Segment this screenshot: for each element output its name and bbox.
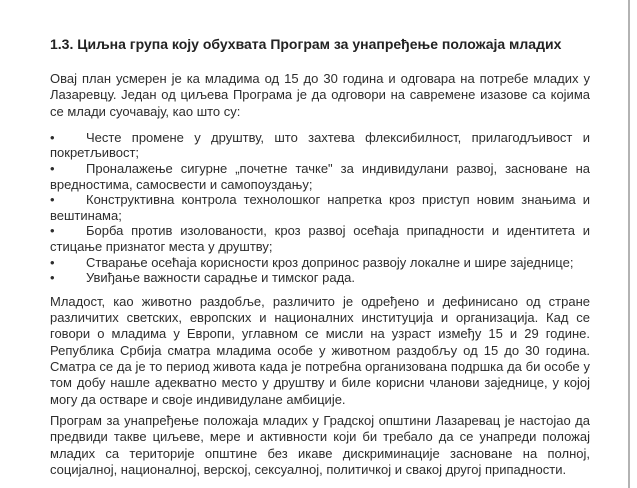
- list-item-text: Борба против изолованости, кроз развој осећаја припадности и идентитета и стицање признатог места у друштву;: [50, 223, 590, 255]
- list-item-text: Проналажење сигурне „почетне тачке" за индивидулани развој, засноване на вредностима, самосвести и самопоуздању;: [50, 161, 590, 192]
- bullet-marker: •: [50, 129, 55, 145]
- bullet-marker: •: [50, 254, 55, 270]
- section-heading: 1.3. Циљна група коју обухвата Програм за унапређење положаја младих: [50, 36, 562, 52]
- list-item: [50, 130, 590, 161]
- list-item: [50, 270, 590, 286]
- bullet-marker: •: [50, 270, 55, 286]
- paragraph-program-goals: Програм за унапређење положаја младих у Градској општини Лазаревац је настојао да предвиди такве циљеве, мере и активности који би требало да се унапреди положај младих са територије општине без икаве дискриминације засноване на полној, социјалној, националној, верској, сексуалној, политичкој и свакој другој припадности.: [50, 412, 590, 477]
- paragraph-youth-definition: Младост, као животно раздобље, различито је одређено и дефинисано од стране различитих светских, европских и националних институција и организација. Кад се говори о младима у Европи, углавном се мисли на узраст између 15 и 29 године. Република Србија сматра младима особе у животном раздобљу од 15 до 30 година. Сматра се да је то период живота када је потребна организована подршка да би особе у том добу нашле адекватно место у друштву и биле корисни чланови заједнице, у којој могу да остваре и своје индивидулане амбиције.: [50, 293, 590, 407]
- list-item: [50, 161, 590, 192]
- list-item: [50, 223, 590, 254]
- document-content: [50, 36, 590, 478]
- list-item-text: Увиђање важности сарадње и тимског рада.: [86, 270, 355, 286]
- list-item-text: Конструктивна контрола технолошког напретка кроз приступ новим знањима и вештинама;: [50, 192, 590, 223]
- bullet-marker: •: [50, 192, 55, 208]
- list-item: [50, 192, 590, 223]
- bullet-marker: •: [50, 161, 55, 177]
- list-item-text: Честе промене у друштву, што захтева флексибилност, прилагодљивост и покретљивост;: [50, 129, 590, 161]
- bullet-marker: •: [50, 223, 55, 239]
- list-item: [50, 255, 590, 271]
- page-edge-line: [628, 0, 630, 488]
- list-item-text: Стварање осећаја корисности кроз допринос развоју локалне и шире заједнице;: [86, 254, 574, 270]
- bullet-list: [50, 130, 590, 286]
- paragraph-intro: Овај план усмерен је ка младима од 15 до 30 година и одговара на потребе младих у Лазаревцу. Један од циљева Програма је да одговори на савремене изазове са којима се млади суочавају, као што су:: [50, 71, 590, 119]
